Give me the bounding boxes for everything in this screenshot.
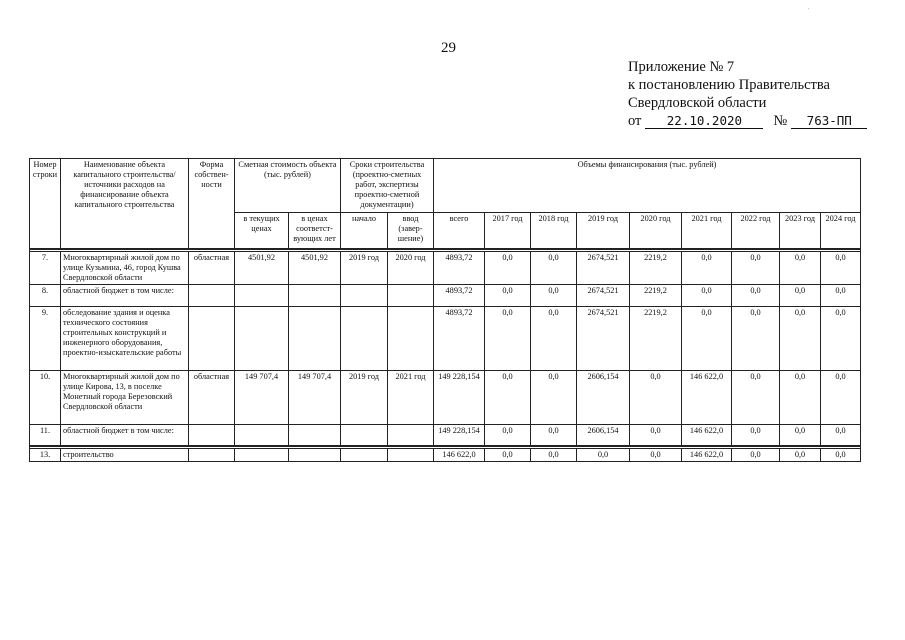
decree-date: 22.10.2020	[645, 113, 763, 129]
header-ownership: Форма собствен-ности	[189, 159, 235, 249]
year-value: 0,0	[821, 370, 861, 424]
header-commissioning: ввод (завер-шение)	[388, 213, 434, 249]
table-row	[30, 284, 861, 306]
object-name: областной бюджет в том числе:	[61, 424, 189, 446]
end-year: 2021 год	[388, 370, 434, 424]
appendix-region-line: Свердловской области	[628, 95, 767, 111]
object-name: областной бюджет в том числе:	[61, 284, 189, 306]
header-estimated-cost: Сметная стоимость объекта (тыс. рублей)	[235, 159, 341, 213]
page-number: 29	[441, 40, 456, 56]
year-value: 0,0	[732, 370, 780, 424]
year-value: 0,0	[531, 370, 577, 424]
cost-years: 149 707,4	[289, 370, 341, 424]
end-year	[388, 284, 434, 306]
header-construction-terms: Сроки строительства (проектно-сметных работ, экспертизы проектно-сметной документации)	[341, 159, 434, 213]
cost-years: 4501,92	[289, 251, 341, 284]
year-value: 0,0	[821, 306, 861, 370]
total-value: 4893,72	[434, 251, 485, 284]
corner-mark: '	[808, 8, 810, 14]
header-object-name: Наименование объекта капитального строительства/ источники расходов на финансирование объекта капитального строительства	[61, 159, 189, 249]
cost-years	[289, 424, 341, 446]
year-value: 0,0	[780, 306, 821, 370]
header-cost-current: в текущих ценах	[235, 213, 289, 249]
year-value: 2606,154	[577, 370, 630, 424]
header-cost-years: в ценах соответст-вующих лет	[289, 213, 341, 249]
start-year: 2019 год	[341, 251, 388, 284]
year-value: 146 622,0	[682, 424, 732, 446]
ownership: областная	[189, 251, 235, 284]
year-value: 0,0	[821, 449, 861, 462]
year-value: 0,0	[732, 424, 780, 446]
end-year	[388, 306, 434, 370]
year-value: 0,0	[732, 306, 780, 370]
number-label: №	[773, 113, 788, 129]
table-row	[30, 449, 861, 462]
header-start: начало	[341, 213, 388, 249]
year-value: 0,0	[531, 306, 577, 370]
appendix-header	[628, 58, 867, 130]
table-row	[30, 251, 861, 284]
year-value: 0,0	[732, 284, 780, 306]
from-label: от	[628, 113, 642, 129]
table-row	[30, 306, 861, 370]
end-year	[388, 449, 434, 462]
appendix-title: Приложение № 7	[628, 59, 735, 75]
cost-current: 4501,92	[235, 251, 289, 284]
year-value: 0,0	[732, 251, 780, 284]
header-year: 2022 год	[732, 213, 780, 249]
cost-current	[235, 424, 289, 446]
object-name: Многоквартирный жилой дом по улице Кузьмина, 46, город Кушва Свердловской области	[61, 251, 189, 284]
year-value: 0,0	[630, 424, 682, 446]
end-year	[388, 424, 434, 446]
year-value: 0,0	[485, 284, 531, 306]
appendix-date-number-line	[628, 112, 867, 130]
cost-current	[235, 449, 289, 462]
start-year	[341, 306, 388, 370]
cost-years	[289, 306, 341, 370]
header-year: 2021 год	[682, 213, 732, 249]
object-name: строительство	[61, 449, 189, 462]
cost-current: 149 707,4	[235, 370, 289, 424]
ownership	[189, 424, 235, 446]
year-value: 2606,154	[577, 424, 630, 446]
end-year: 2020 год	[388, 251, 434, 284]
financing-table-wrapper	[29, 158, 861, 462]
start-year	[341, 449, 388, 462]
row-number: 10.	[30, 370, 61, 424]
year-value: 146 622,0	[682, 370, 732, 424]
year-value: 2219,2	[630, 306, 682, 370]
cost-years	[289, 284, 341, 306]
year-value: 0,0	[682, 251, 732, 284]
year-value: 0,0	[485, 424, 531, 446]
start-year	[341, 284, 388, 306]
ownership	[189, 449, 235, 462]
header-year: 2023 год	[780, 213, 821, 249]
cost-current	[235, 306, 289, 370]
cost-years	[289, 449, 341, 462]
year-value: 0,0	[780, 251, 821, 284]
row-number: 7.	[30, 251, 61, 284]
year-value: 0,0	[630, 370, 682, 424]
year-value: 2674,521	[577, 251, 630, 284]
row-number: 11.	[30, 424, 61, 446]
year-value: 0,0	[732, 449, 780, 462]
object-name: Многоквартирный жилой дом по улице Кирова, 13, в поселке Монетный города Березовский Свердловской области	[61, 370, 189, 424]
table-row	[30, 370, 861, 424]
year-value: 0,0	[485, 449, 531, 462]
year-value: 0,0	[531, 449, 577, 462]
year-value: 0,0	[531, 284, 577, 306]
financing-table	[29, 158, 861, 462]
year-value: 0,0	[780, 424, 821, 446]
header-financing: Объемы финансирования (тыс. рублей)	[434, 159, 861, 213]
total-value: 4893,72	[434, 284, 485, 306]
header-total: всего	[434, 213, 485, 249]
year-value: 0,0	[630, 449, 682, 462]
year-value: 0,0	[682, 306, 732, 370]
appendix-decree-line: к постановлению Правительства	[628, 77, 830, 93]
year-value: 0,0	[485, 251, 531, 284]
total-value: 149 228,154	[434, 424, 485, 446]
header-year: 2024 год	[821, 213, 861, 249]
header-year: 2020 год	[630, 213, 682, 249]
total-value: 4893,72	[434, 306, 485, 370]
year-value: 0,0	[821, 251, 861, 284]
ownership	[189, 284, 235, 306]
year-value: 0,0	[485, 306, 531, 370]
cost-current	[235, 284, 289, 306]
year-value: 2219,2	[630, 284, 682, 306]
row-number: 13.	[30, 449, 61, 462]
year-value: 0,0	[821, 284, 861, 306]
ownership	[189, 306, 235, 370]
year-value: 0,0	[780, 449, 821, 462]
table-row	[30, 424, 861, 446]
year-value: 0,0	[577, 449, 630, 462]
year-value: 0,0	[682, 284, 732, 306]
header-year: 2019 год	[577, 213, 630, 249]
row-number: 9.	[30, 306, 61, 370]
year-value: 2219,2	[630, 251, 682, 284]
year-value: 0,0	[780, 284, 821, 306]
year-value: 0,0	[780, 370, 821, 424]
year-value: 0,0	[531, 424, 577, 446]
object-name: обследование здания и оценка технического состояния строительных конструкций и инженерного оборудования, проектно-изыскательские работы	[61, 306, 189, 370]
total-value: 149 228,154	[434, 370, 485, 424]
start-year	[341, 424, 388, 446]
header-year: 2018 год	[531, 213, 577, 249]
year-value: 2674,521	[577, 306, 630, 370]
header-year: 2017 год	[485, 213, 531, 249]
total-value: 146 622,0	[434, 449, 485, 462]
year-value: 146 622,0	[682, 449, 732, 462]
year-value: 0,0	[821, 424, 861, 446]
decree-number: 763-ПП	[791, 113, 867, 129]
start-year: 2019 год	[341, 370, 388, 424]
year-value: 0,0	[531, 251, 577, 284]
header-row-number: Номер строки	[30, 159, 61, 249]
row-number: 8.	[30, 284, 61, 306]
year-value: 0,0	[485, 370, 531, 424]
year-value: 2674,521	[577, 284, 630, 306]
ownership: областная	[189, 370, 235, 424]
